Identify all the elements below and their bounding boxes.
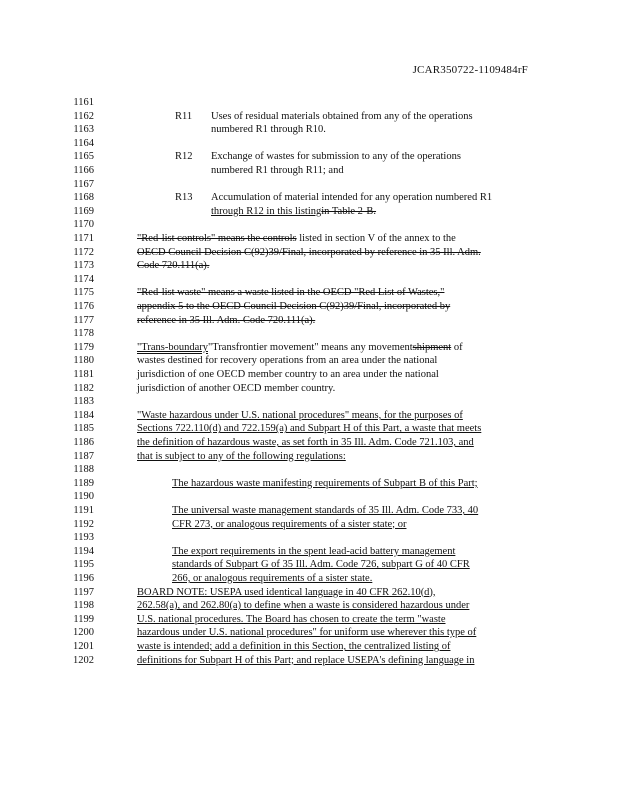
line-text [137, 586, 436, 600]
text-line [0, 164, 618, 178]
line-number: 1182 [73, 382, 94, 394]
line-text-segment: 266, or analogous requirements of a sister state. [172, 573, 373, 584]
line-number: 1161 [73, 97, 94, 108]
line-number: 1183 [73, 396, 94, 408]
text-line [0, 436, 618, 450]
line-text-segment: waste is intended; add a definition in this Section, the centralized listing of [137, 641, 451, 652]
line-text [172, 572, 372, 586]
text-line [0, 110, 618, 124]
line-text-segment: in Table 2-B. [321, 205, 377, 217]
line-number: 1197 [73, 586, 94, 598]
line-text [172, 518, 406, 532]
line-number: 1169 [73, 205, 94, 217]
text-line [0, 613, 618, 627]
line-number: 1181 [73, 369, 94, 380]
text-line [0, 545, 618, 559]
line-number: 1163 [73, 124, 94, 136]
line-text [172, 558, 470, 572]
text-line [0, 300, 618, 314]
line-text-segment: R12 [175, 151, 193, 163]
line-text-segment: Code 720.111(a). [137, 260, 210, 272]
line-text [137, 640, 450, 654]
line-text-segment: shipment [412, 341, 452, 353]
line-number: 1178 [73, 328, 94, 340]
text-line [0, 314, 618, 328]
line-text [175, 191, 193, 205]
text-line [0, 191, 618, 205]
line-number: 1172 [73, 246, 94, 258]
line-text-description [211, 191, 492, 205]
line-text-segment: definitions for Subpart H of this Part; and replace USEPA's defining language in [137, 654, 475, 666]
line-text-segment: of [451, 341, 463, 353]
line-number: 1187 [73, 450, 94, 462]
text-line [0, 463, 618, 477]
text-line [0, 246, 618, 260]
line-text-segment: appendix 5 to the OECD Council Decision C(92)39/Final, incorporated by [137, 301, 451, 312]
line-text [211, 123, 326, 137]
line-text-segment: The universal waste management standards of 35 Ill. Adm. Code 733, 40 [172, 505, 479, 516]
line-text-description [211, 110, 473, 124]
text-line [0, 150, 618, 164]
line-text-segment: 262.58(a), and 262.80(a) to define when a waste is considered hazardous under [137, 600, 470, 612]
line-text-segment: Exchange of wastes for submission to any of the operations [211, 151, 461, 163]
line-text [172, 477, 478, 491]
line-text-segment: that is subject to any of the following regulations: [137, 450, 346, 462]
line-text-description [211, 150, 461, 164]
text-line [0, 558, 618, 572]
line-text [172, 504, 478, 518]
line-text-segment: CFR 273, or analogous requirements of a sister state; or [172, 518, 407, 530]
line-text-segment: Sections 722.110(d) and 722.159(a) and Subpart H of this Part, a waste that meets [137, 423, 482, 435]
line-number: 1174 [73, 273, 94, 285]
line-text-segment: through R12 in this listing [211, 205, 322, 217]
line-text [172, 545, 455, 559]
line-number: 1195 [73, 559, 94, 571]
line-number: 1171 [73, 233, 94, 244]
line-text [137, 654, 474, 668]
line-text [137, 354, 437, 368]
text-line [0, 218, 618, 232]
text-line [0, 137, 618, 151]
line-number: 1192 [73, 518, 94, 530]
line-text [137, 422, 481, 436]
text-line [0, 382, 618, 396]
line-text [137, 436, 474, 450]
line-text-segment: wastes destined for recovery operations from an area under the national [137, 355, 438, 367]
text-line [0, 395, 618, 409]
text-line [0, 626, 618, 640]
line-text-segment: reference in 35 Ill. Adm. Code 720.111(a). [137, 314, 316, 326]
line-text-segment: "Transfrontier movement" means any movement [207, 341, 413, 353]
line-number: 1173 [73, 260, 94, 272]
line-text [137, 599, 469, 613]
text-line [0, 409, 618, 423]
line-number: 1186 [73, 437, 94, 448]
line-number: 1180 [73, 355, 94, 367]
line-text-segment: standards of Subpart G of 35 Ill. Adm. Code 726, subpart G of 40 CFR [172, 559, 470, 571]
line-text-segment: numbered R1 through R10. [211, 124, 326, 136]
line-text [137, 409, 463, 423]
line-number: 1194 [73, 545, 94, 557]
text-line [0, 354, 618, 368]
text-line [0, 422, 618, 436]
text-line [0, 450, 618, 464]
line-number: 1167 [73, 178, 94, 190]
text-line [0, 490, 618, 504]
line-number: 1179 [73, 341, 94, 353]
line-text-segment: R11 [175, 110, 193, 122]
text-line [0, 477, 618, 491]
line-text-segment: OECD Council Decision C(92)39/Final, incorporated by reference in 35 Ill. Adm. [137, 246, 481, 258]
text-line [0, 327, 618, 341]
text-line [0, 178, 618, 192]
line-text-segment: numbered R1 through R11; and [211, 165, 344, 176]
line-text [211, 205, 376, 219]
text-line [0, 518, 618, 532]
line-text-segment: Accumulation of material intended for any operation numbered R1 [211, 192, 493, 204]
text-line [0, 96, 618, 110]
line-number: 1202 [73, 654, 94, 666]
line-number: 1193 [73, 532, 94, 544]
text-line [0, 286, 618, 300]
line-text [137, 341, 463, 355]
line-number: 1198 [73, 600, 94, 612]
text-line [0, 368, 618, 382]
line-number: 1176 [73, 301, 94, 312]
line-text [137, 246, 481, 260]
line-text [137, 314, 315, 328]
line-text-segment: The hazardous waste manifesting requirements of Subpart B of this Part; [172, 477, 478, 489]
text-line [0, 205, 618, 219]
line-text [137, 613, 446, 627]
text-line [0, 259, 618, 273]
line-number: 1201 [73, 641, 94, 652]
line-text [137, 382, 335, 396]
line-text [137, 450, 346, 464]
line-text-segment: hazardous under U.S. national procedures" for uniform use wherever this type of [137, 627, 477, 639]
line-number: 1188 [73, 464, 94, 476]
text-line [0, 504, 618, 518]
line-text [211, 164, 344, 178]
line-number: 1165 [73, 151, 94, 163]
line-number: 1184 [73, 409, 94, 421]
text-line [0, 599, 618, 613]
line-number: 1170 [73, 219, 94, 231]
line-number: 1196 [73, 573, 94, 584]
text-line [0, 232, 618, 246]
line-number: 1190 [73, 491, 94, 503]
line-text [137, 286, 444, 300]
line-text-segment: listed in section V of the annex to the [296, 233, 456, 244]
line-text-segment: BOARD NOTE: USEPA used identical language in 40 CFR 262.10(d), [137, 586, 436, 598]
line-number: 1175 [73, 287, 94, 299]
line-text-segment: U.S. national procedures. The Board has chosen to create the term "waste [137, 613, 446, 625]
line-text [175, 150, 193, 164]
line-number: 1162 [73, 110, 94, 122]
line-text [175, 110, 192, 124]
line-number: 1199 [73, 613, 94, 625]
line-text-segment: "Red-list waste" means a waste listed in the OECD "Red List of Wastes," [137, 287, 445, 299]
document-id: JCAR350722-1109484rF [412, 64, 528, 76]
text-line [0, 654, 618, 668]
line-number: 1168 [73, 192, 94, 204]
line-text-segment: jurisdiction of one OECD member country to an area under the national [137, 369, 439, 380]
line-text-segment: "Red-list controls" means the controls [137, 233, 297, 244]
line-text-segment: Uses of residual materials obtained from any of the operations [211, 110, 473, 122]
line-number: 1189 [73, 477, 94, 489]
line-number: 1164 [73, 137, 94, 149]
line-text-segment: R13 [175, 192, 193, 204]
text-line [0, 586, 618, 600]
line-text-segment: The export requirements in the spent lead-acid battery management [172, 545, 456, 557]
line-number: 1166 [73, 165, 94, 176]
line-text [137, 626, 476, 640]
text-line [0, 531, 618, 545]
line-number: 1185 [73, 423, 94, 435]
line-text [137, 368, 439, 382]
line-text [137, 232, 456, 246]
line-number: 1191 [73, 505, 94, 516]
line-number: 1177 [73, 314, 94, 326]
line-text [137, 259, 209, 273]
line-text-segment: "Trans-boundary [137, 341, 208, 353]
line-number: 1200 [73, 627, 94, 639]
line-text-segment: the definition of hazardous waste, as set forth in 35 Ill. Adm. Code 721.103, and [137, 437, 474, 448]
text-line [0, 572, 618, 586]
text-line [0, 640, 618, 654]
line-text-segment: "Waste hazardous under U.S. national procedures" means, for the purposes of [137, 409, 463, 421]
text-line [0, 341, 618, 355]
line-text-segment: jurisdiction of another OECD member country. [137, 382, 336, 394]
line-text [137, 300, 450, 314]
text-line [0, 123, 618, 137]
text-line [0, 273, 618, 287]
